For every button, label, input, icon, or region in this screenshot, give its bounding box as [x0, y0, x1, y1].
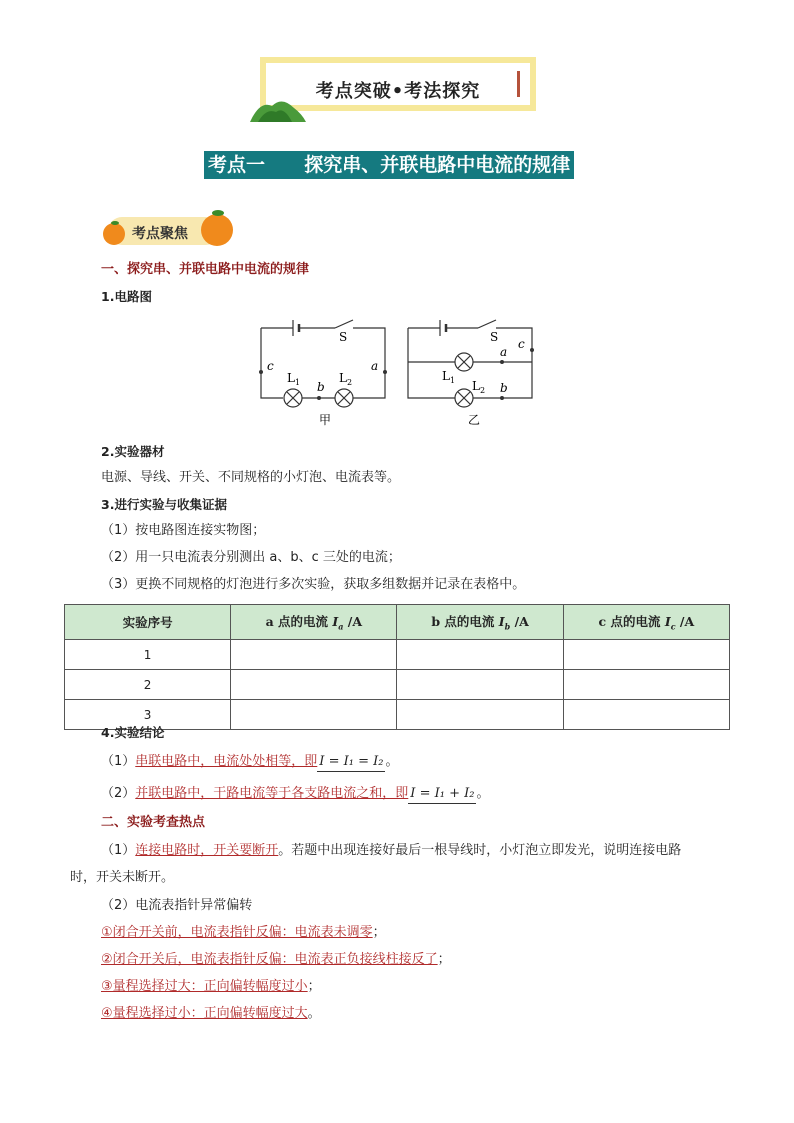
table-cell [563, 670, 729, 700]
equipment-text: 电源、导线、开关、不同规格的小灯泡、电流表等。 [101, 470, 401, 485]
data-table [64, 604, 730, 730]
item-equipment: 2.实验器材 [101, 444, 165, 459]
circuit-caption: 乙 [468, 413, 481, 427]
switch-label: S [339, 330, 348, 344]
switch-label: S [490, 330, 499, 344]
case-2: ②闭合开关后，电流表指针反偏：电流表正负接线柱接反了； [101, 952, 451, 967]
orange-icon [198, 208, 236, 248]
table-header: 实验序号 [65, 605, 231, 640]
table-cell [397, 700, 563, 730]
lamp-l2-label: L [472, 379, 480, 393]
lamp-l2-label: L [339, 371, 347, 385]
table-row [65, 640, 730, 670]
banner-decoration [517, 71, 520, 97]
circuit-diagram-jia [255, 318, 395, 430]
lamp-l1-label: L [442, 369, 450, 383]
table-cell: 3 [65, 700, 231, 730]
orange-icon [101, 220, 127, 246]
svg-text:L1 [442, 369, 455, 385]
table-row [65, 670, 730, 700]
case-4: ④量程选择过小：正向偏转幅度过大。 [101, 1006, 321, 1021]
focus-tag-label: 考点聚焦 [132, 226, 188, 242]
banner-title: 考点突破•考法探究 [315, 81, 481, 102]
formula: I = I₁ + I₂ [408, 785, 476, 804]
table-cell [231, 700, 397, 730]
case-3: ③量程选择过大：正向偏转幅度过小； [101, 979, 321, 994]
point-c-label: c [267, 359, 274, 373]
circuit-diagram-yi [402, 318, 542, 430]
point-b-label: b [500, 381, 508, 395]
heading-1: 一、探究串、并联电路中电流的规律 [101, 262, 310, 277]
table-cell [397, 670, 563, 700]
conclusion-2: （2）并联电路中，干路电流等于各支路电流之和，即 I = I₁ + I₂ 。 [101, 785, 489, 804]
table-cell: 2 [65, 670, 231, 700]
table-header-row [65, 605, 730, 640]
table-cell: 1 [65, 640, 231, 670]
formula: I = I₁ = I₂ [317, 753, 385, 772]
point-b-label: b [317, 380, 325, 394]
hot-point-1-cont: 时，开关未断开。 [70, 870, 175, 885]
item-conclusion: 4.实验结论 [101, 725, 165, 740]
table-cell [231, 640, 397, 670]
lamp-l1-label: L [287, 371, 295, 385]
hot-point-2: （2）电流表指针异常偏转 [101, 898, 253, 913]
step-3: （3）更换不同规格的灯泡进行多次实验，获取多组数据并记录在表格中。 [101, 577, 526, 592]
item-experiment: 3.进行实验与收集证据 [101, 497, 227, 512]
lamp-l1-sub: 1 [294, 378, 301, 387]
step-1: （1）按电路图连接实物图； [101, 523, 266, 538]
svg-text:L2 [472, 379, 485, 395]
case-1: ①闭合开关前，电流表指针反偏：电流表未调零； [101, 925, 386, 940]
lamp-l2-sub: 2 [479, 386, 486, 395]
table-cell [397, 640, 563, 670]
lamp-l2-sub: 2 [346, 378, 353, 387]
table-cell [563, 700, 729, 730]
point-c-label: c [518, 337, 525, 351]
svg-text:L1 [287, 371, 300, 387]
heading-2: 二、实验考查热点 [101, 815, 206, 830]
table-header: c 点的电流 $I_c$ /A [563, 605, 729, 640]
table-header: b 点的电流 $I_b$ /A [397, 605, 563, 640]
svg-text:L2 [339, 371, 352, 387]
table-header: a 点的电流 $I_a$ /A [231, 605, 397, 640]
section-label: 考点一 [208, 154, 266, 176]
conclusion-1: （1）串联电路中，电流处处相等，即 I = I₁ = I₂ 。 [101, 753, 398, 772]
hill-icon [250, 96, 306, 122]
section-heading: 探究串、并联电路中电流的规律 [304, 154, 571, 176]
item-circuit-diagram: 1.电路图 [101, 289, 152, 304]
lamp-l1-sub: 1 [449, 376, 456, 385]
table-cell [231, 670, 397, 700]
section-title [204, 151, 574, 179]
point-a-label: a [500, 345, 508, 359]
circuit-caption: 甲 [319, 413, 332, 427]
hot-point-1: （1）连接电路时，开关要断开。若题中出现连接好最后一根导线时，小灯泡立即发光，说明连接电路 [101, 843, 682, 858]
table-cell [563, 640, 729, 670]
step-2: （2）用一只电流表分别测出 a、b、c 三处的电流； [101, 550, 401, 565]
point-a-label: a [371, 359, 379, 373]
